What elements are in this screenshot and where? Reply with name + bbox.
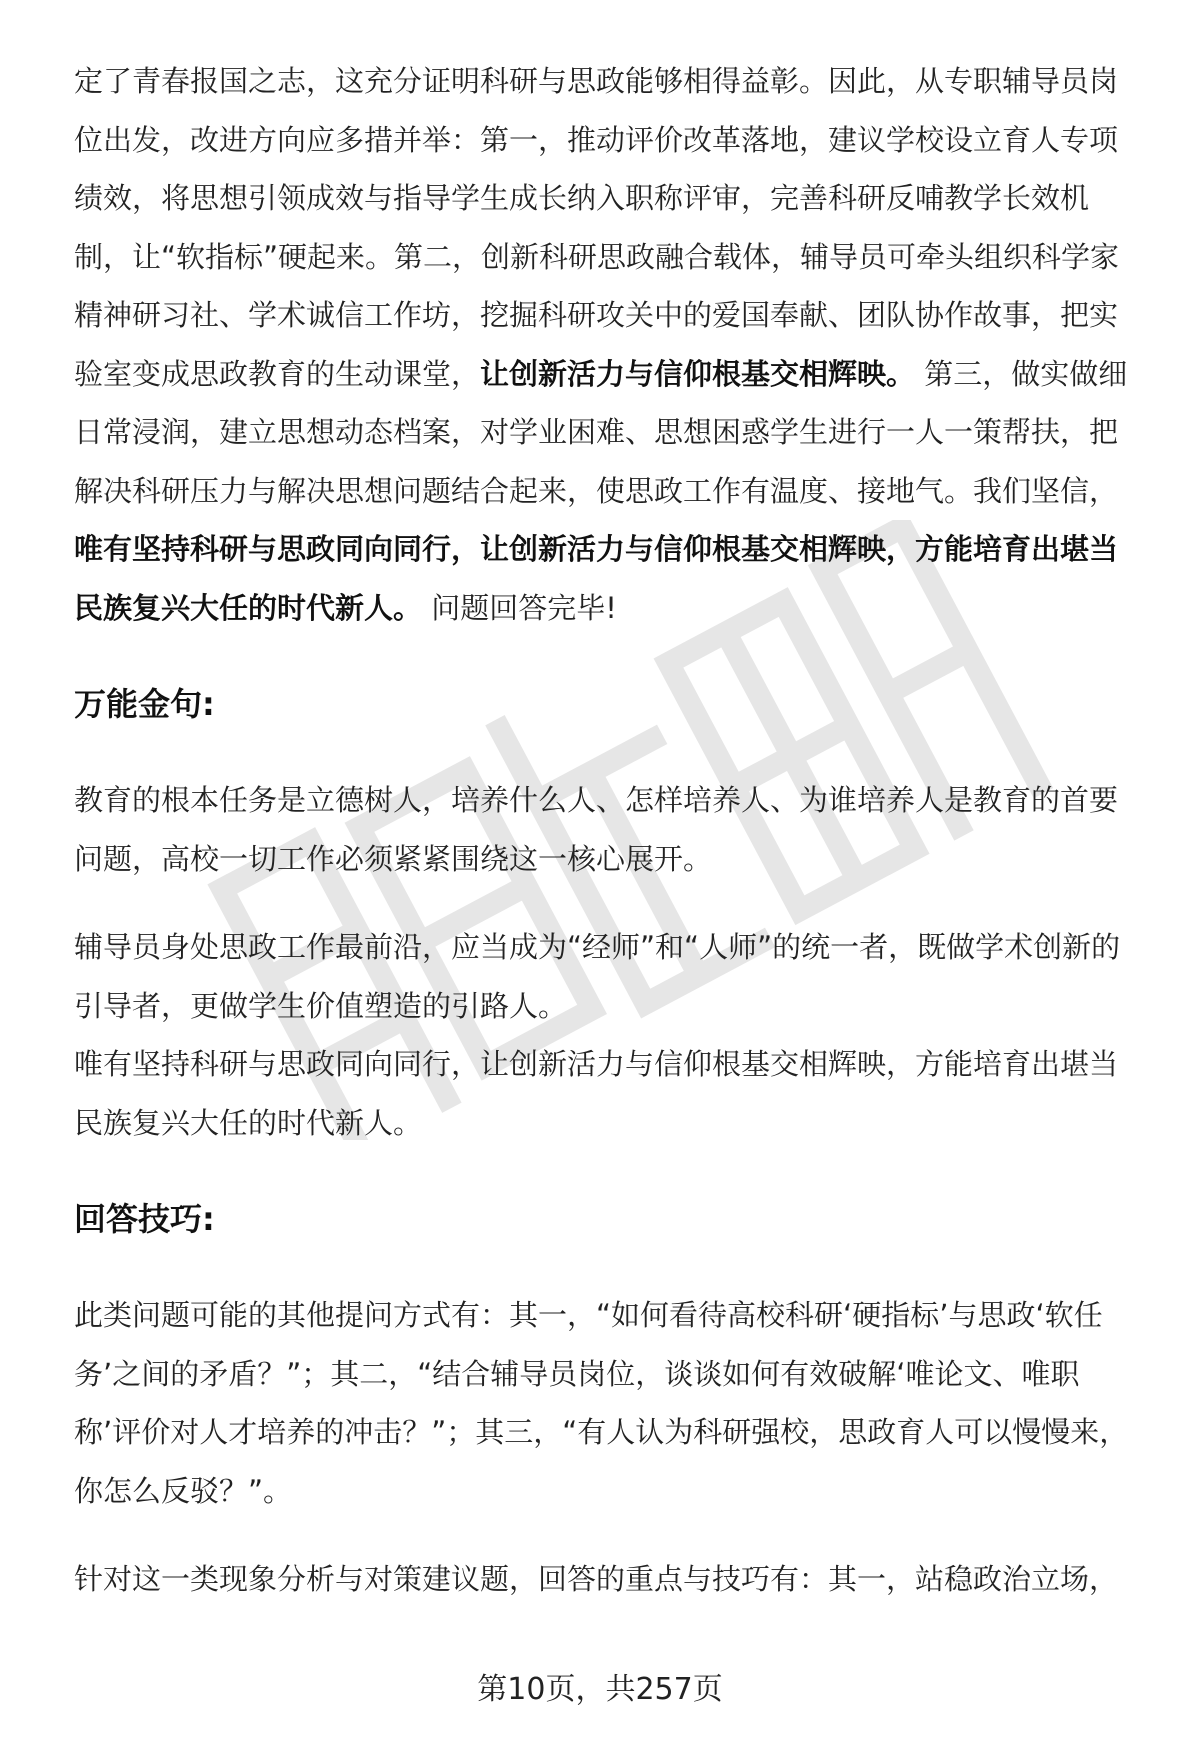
tips-paragraph-2: 针对这一类现象分析与对策建议题，回答的重点与技巧有：其一，站稳政治立场，	[74, 1562, 1119, 1596]
answer-text-1: 定了青春报国之志，这充分证明科研与思政能够相得益彰。因此，从专职辅导员岗位出发，改进方向应多措并举：第一，推动评价改革落地，建议学校设立育人专项绩效，将思想引领成效与指导学生成长纳入职称评审，完善科研反哺教学长效机制，让“软指标”硬起来。第二，创新科研思政融合载体，辅导员可牵头组织科学家精神研习社、学术诚信工作坊，挖掘科研攻关中的爱国奉献、团队协作故事，把实验室变成思政教育的生动课堂，	[74, 64, 1120, 391]
answer-text-3: 问题回答完毕!	[422, 590, 617, 625]
document-body	[74, 52, 1146, 1609]
answer-text-2: 第三，做实做细日常浸润，建立思想动态档案，对学业困难、思想困惑学生进行一人一策帮扶，把解决科研压力与解决思想问题结合起来，使思政工作有温度、接地气。我们坚信，	[74, 356, 1128, 508]
answer-bold-2: 唯有坚持科研与思政同向同行，让创新活力与信仰根基交相辉映，方能培育出堪当民族复兴大任的时代新人。	[74, 532, 1119, 625]
tips-paragraph-1: 此类问题可能的其他提问方式有：其一，“如何看待高校科研‘硬指标’与思政‘软任务’之间的矛盾？”；其二，“结合辅导员岗位，谈谈如何有效破解‘唯论文、唯职称’评价对人才培养的冲击？”；其三，“有人认为科研强校，思政育人可以慢慢来，你怎么反驳？”。	[74, 1298, 1129, 1508]
golden-sentences-heading: 万能金句:	[74, 685, 215, 723]
answer-tips-heading: 回答技巧:	[74, 1200, 215, 1238]
golden-sentence-2: 辅导员身处思政工作最前沿，应当成为“经师”和“人师”的统一者，既做学术创新的引导者，更做学生价值塑造的引路人。	[74, 930, 1121, 1023]
golden-sentence-3: 唯有坚持科研与思政同向同行，让创新活力与信仰根基交相辉映，方能培育出堪当民族复兴大任的时代新人。	[74, 1047, 1119, 1140]
golden-sentence-1: 教育的根本任务是立德树人，培养什么人、怎样培养人、为谁培养人是教育的首要问题，高校一切工作必须紧紧围绕这一核心展开。	[74, 783, 1119, 876]
answer-paragraph	[74, 52, 1146, 637]
page-number: 第10页，共257页	[477, 1672, 723, 1707]
answer-bold-1: 让创新活力与信仰根基交相辉映。	[480, 356, 916, 391]
